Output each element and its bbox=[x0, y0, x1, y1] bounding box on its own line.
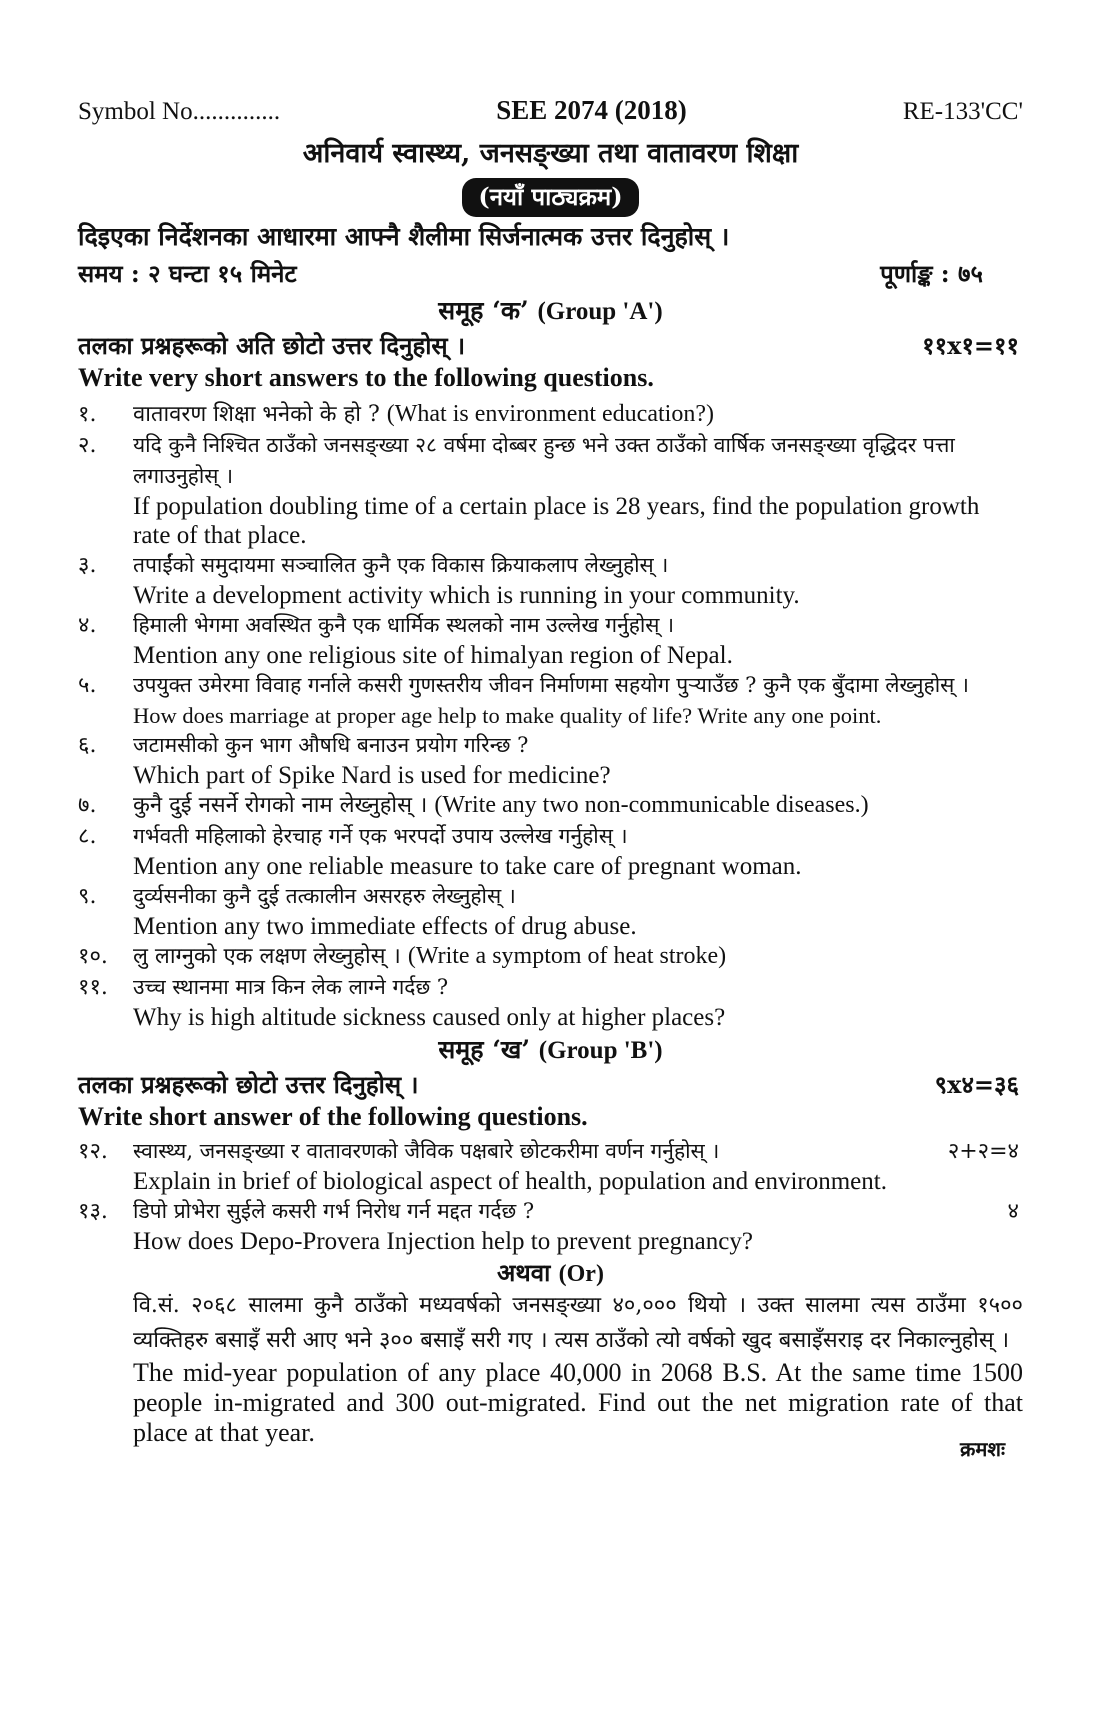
question-number: ५. bbox=[78, 673, 97, 698]
question-2 bbox=[78, 430, 1023, 550]
question-9 bbox=[78, 881, 1023, 941]
question-8 bbox=[78, 821, 1023, 881]
header-row bbox=[78, 95, 1023, 133]
group-b-instruction-en bbox=[78, 1102, 1023, 1136]
question-text-np: वातावरण शिक्षा भनेको के हो ? bbox=[133, 402, 380, 427]
group-a-instruction-en-text: Write very short answers to the following questions. bbox=[78, 363, 654, 392]
question-text-np: डिपो प्रोभेरा सुईले कसरी गर्भ निरोध गर्न मद्दत गर्दछ ? bbox=[133, 1199, 535, 1223]
time-allowed: समय : २ घन्टा १५ मिनेट bbox=[78, 259, 297, 288]
question-text-en: Mention any one religious site of himalyan region of Nepal. bbox=[133, 642, 733, 669]
question-text-en: (Write any two non-communicable diseases.) bbox=[434, 792, 869, 818]
question-text-np: तपाईंको समुदायमा सञ्चालित कुनै एक विकास क्रियाकलाप लेख्नुहोस् । bbox=[133, 553, 669, 577]
paper-code: RE-133'CC' bbox=[902, 98, 1023, 125]
group-b-instruction-np: तलका प्रश्नहरूको छोटो उत्तर दिनुहोस् । bbox=[78, 1070, 419, 1099]
group-b-instruction-en-text: Write short answer of the following questions. bbox=[78, 1102, 588, 1131]
group-b-title bbox=[78, 1032, 1023, 1068]
subject-title bbox=[78, 133, 1023, 175]
question-number: ८. bbox=[78, 824, 97, 849]
question-3 bbox=[78, 550, 1023, 610]
question-10 bbox=[78, 941, 1023, 972]
question-marks: २+२=४ bbox=[947, 1139, 1019, 1164]
group-a-title bbox=[78, 293, 1023, 329]
group-a-instruction bbox=[78, 329, 1023, 363]
question-text-en: Mention any two immediate effects of drug abuse. bbox=[133, 913, 637, 940]
question-text-en: (Write a symptom of heat stroke) bbox=[407, 943, 727, 969]
question-7 bbox=[78, 790, 1023, 821]
subject-title-text: अनिवार्य स्वास्थ्य, जनसङ्ख्या तथा वातावरण शिक्षा bbox=[302, 138, 799, 169]
symbol-number: Symbol No.............. bbox=[78, 98, 281, 125]
group-a-title-en: (Group 'A') bbox=[537, 298, 663, 325]
group-a-instruction-en bbox=[78, 363, 1023, 397]
question-6 bbox=[78, 730, 1023, 790]
question-number: २. bbox=[78, 433, 97, 458]
full-marks: पूर्णाङ्क : ७५ bbox=[880, 259, 983, 288]
time-marks-row bbox=[78, 257, 1023, 293]
question-text-np: जटामसीको कुन भाग औषधि बनाउन प्रयोग गरिन्छ ? bbox=[133, 733, 529, 757]
question-number: १२. bbox=[78, 1139, 108, 1164]
question-marks: ४ bbox=[1007, 1199, 1019, 1224]
question-number: ९. bbox=[78, 884, 97, 909]
question-13 bbox=[78, 1196, 1023, 1256]
course-badge-wrap bbox=[78, 175, 1023, 219]
question-number: ११. bbox=[78, 975, 108, 1000]
question-text-np: गर्भवती महिलाको हेरचाह गर्ने एक भरपर्दो उपाय उल्लेख गर्नुहोस् । bbox=[133, 824, 628, 848]
course-badge: (नयाँ पाठ्यक्रम) bbox=[462, 178, 638, 217]
question-text-en: Why is high altitude sickness caused only at higher places? bbox=[133, 1004, 726, 1031]
alternative-question-np: वि.सं. २०६८ सालमा कुनै ठाउँको मध्यवर्षको जनसङ्ख्या ४०,००० थियो । उक्त सालमा त्यस ठाउँमा १५०० व्यक्तिहरु बसाइँ सरी आए भने ३०० बसाइँ सरी गए । त्यस ठाउँको त्यो वर्षको खुद बसाइँसराइ दर निकाल्नुहोस् । bbox=[133, 1293, 1023, 1353]
question-text-en: How does marriage at proper age help to make quality of life? Write any one point. bbox=[133, 703, 882, 728]
question-number: ७. bbox=[78, 793, 97, 818]
or-np: अथवा bbox=[497, 1258, 551, 1287]
question-text-np: उच्च स्थानमा मात्र किन लेक लाग्ने गर्दछ ? bbox=[133, 975, 449, 999]
question-text-np: लु लाग्नुको एक लक्षण लेख्नुहोस् । bbox=[133, 944, 401, 969]
question-number: १०. bbox=[78, 944, 108, 969]
alternative-question-en bbox=[133, 1358, 1023, 1448]
question-5 bbox=[78, 670, 1023, 730]
general-instruction bbox=[78, 219, 1023, 257]
question-text-np: उपयुक्त उमेरमा विवाह गर्नाले कसरी गुणस्तरीय जीवन निर्माणमा सहयोग पुऱ्याउँछ ? कुनै एक बुँदामा लेख्नुहोस् । bbox=[133, 673, 969, 697]
question-4 bbox=[78, 610, 1023, 670]
question-number: १३. bbox=[78, 1199, 108, 1224]
continued-marker: क्रमशः bbox=[960, 1437, 1005, 1461]
alternative-question-en-text: The mid-year population of any place 40,000 in 2068 B.S. At the same time 1500 people in-migrated and 300 out-migrated. Find out the net migration rate of that place at that year. bbox=[133, 1358, 1023, 1447]
group-b-instruction bbox=[78, 1068, 1023, 1102]
group-a-marks: ११x१=११ bbox=[922, 331, 1019, 360]
question-text-en: Write a development activity which is running in your community. bbox=[133, 582, 800, 609]
question-text-en: Which part of Spike Nard is used for medicine? bbox=[133, 762, 611, 789]
exam-title: SEE 2074 (2018) bbox=[496, 95, 687, 125]
question-12 bbox=[78, 1136, 1023, 1196]
question-text-en: Explain in brief of biological aspect of health, population and environment. bbox=[133, 1168, 887, 1195]
group-a-title-np: समूह ‘क’ bbox=[438, 296, 529, 325]
group-b-title-en: (Group 'B') bbox=[538, 1037, 663, 1064]
group-a-instruction-np: तलका प्रश्नहरूको अति छोटो उत्तर दिनुहोस् । bbox=[78, 331, 466, 360]
question-text-en: How does Depo-Provera Injection help to prevent pregnancy? bbox=[133, 1228, 753, 1255]
or-divider bbox=[78, 1256, 1023, 1288]
question-number: ४. bbox=[78, 613, 97, 638]
question-11 bbox=[78, 972, 1023, 1032]
question-text-en: Mention any one reliable measure to take care of pregnant woman. bbox=[133, 853, 802, 880]
question-text-np: कुनै दुई नसर्ने रोगको नाम लेख्नुहोस् । bbox=[133, 793, 428, 818]
question-1 bbox=[78, 399, 1023, 430]
question-text-en: (What is environment education?) bbox=[386, 401, 714, 427]
exam-page bbox=[78, 95, 1023, 1461]
group-b-title-np: समूह ‘ख’ bbox=[438, 1035, 531, 1064]
question-number: ३. bbox=[78, 553, 97, 578]
question-number: ६. bbox=[78, 733, 97, 758]
question-number: १. bbox=[78, 402, 97, 427]
question-text-np: स्वास्थ्य, जनसङ्ख्या र वातावरणको जैविक पक्षबारे छोटकरीमा वर्णन गर्नुहोस् । bbox=[133, 1139, 720, 1163]
question-text-en: If population doubling time of a certain place is 28 years, find the population growth rate of that place. bbox=[133, 493, 980, 549]
question-text-np: दुर्व्यसनीका कुनै दुई तत्कालीन असरहरु लेख्नुहोस् । bbox=[133, 884, 516, 908]
general-instruction-text: दिइएका निर्देशनका आधारमा आफ्नै शैलीमा सिर्जनात्मक उत्तर दिनुहोस् । bbox=[78, 222, 730, 251]
question-text-np: यदि कुनै निश्चित ठाउँको जनसङ्ख्या २८ वर्षमा दोब्बर हुन्छ भने उक्त ठाउँको वार्षिक जनसङ्ख्या वृद्धिदर पत्ता लगाउनुहोस् । bbox=[133, 433, 955, 488]
or-en: (Or) bbox=[558, 1261, 604, 1287]
group-b-marks: ९x४=३६ bbox=[934, 1070, 1019, 1099]
question-text-np: हिमाली भेगमा अवस्थित कुनै एक धार्मिक स्थलको नाम उल्लेख गर्नुहोस् । bbox=[133, 613, 675, 637]
